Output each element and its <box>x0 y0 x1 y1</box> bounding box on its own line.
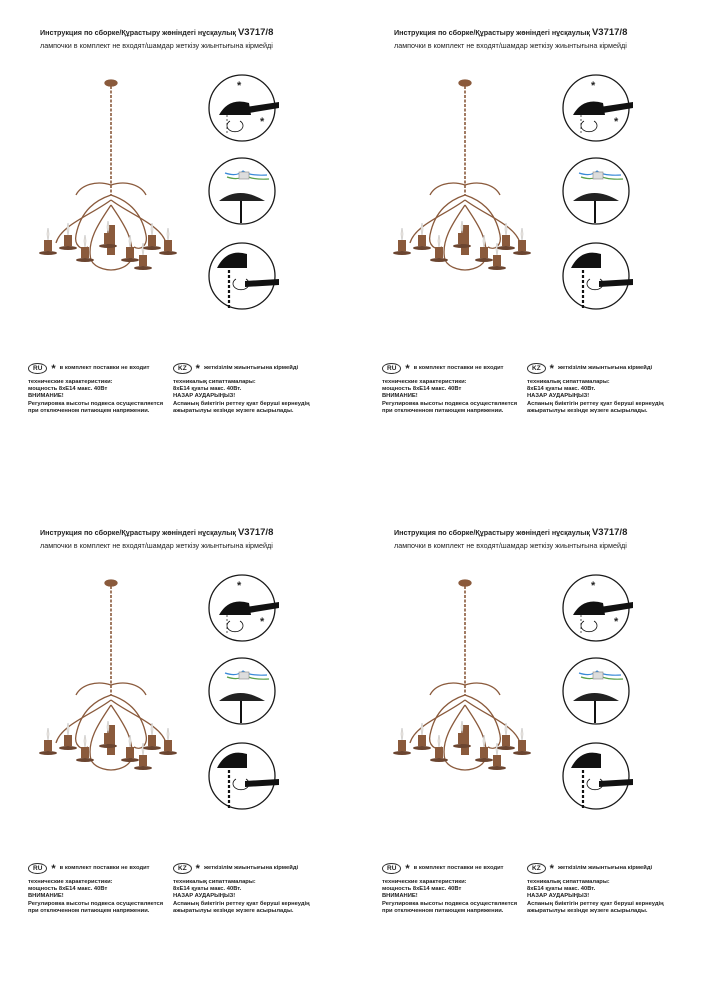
kz-line: 8хE14 қуаты макс. 40Вт. <box>527 886 596 893</box>
kz-badge: KZ <box>173 363 192 374</box>
star-marker: * <box>51 362 56 375</box>
model-number: V3717/8 <box>591 527 628 538</box>
title-text: Инструкция по сборке/Құрастыру жөніндегі нұсқаулық <box>394 28 590 37</box>
ru-line: при отключенном питающем напряжении. <box>382 407 504 414</box>
sheet-title <box>394 527 627 538</box>
ru-line: ВНИМАНИЕ! <box>382 893 418 900</box>
ru-notice: в комплект поставки не входит <box>59 864 150 871</box>
ru-badge: RU <box>28 363 47 374</box>
kz-line: Аспаның биіктігін реттеу қуат беруші кернеудің <box>173 400 310 407</box>
sheet-title <box>40 527 273 538</box>
kz-info-block <box>527 863 697 915</box>
kz-line: техникалық сипаттамалары: <box>527 879 610 885</box>
kz-line: 8хE14 қуаты макс. 40Вт. <box>173 886 242 893</box>
title-text: Инструкция по сборке/Құрастыру жөніндегі нұсқаулық <box>394 528 590 537</box>
instruction-sheet <box>0 0 353 500</box>
kz-info-block <box>173 863 343 915</box>
ru-line: мощность 8хE14 макс. 40Вт <box>382 386 462 393</box>
kz-line: 8хE14 қуаты макс. 40Вт. <box>527 386 596 393</box>
star-marker: * <box>260 616 265 628</box>
ru-line: ВНИМАНИЕ! <box>28 893 64 900</box>
kz-line: НАЗАР АУДАРЫҢЫЗ! <box>173 393 236 400</box>
star-marker: * <box>51 862 56 875</box>
kz-line: Аспаның биіктігін реттеу қуат беруші кернеудің <box>173 900 310 907</box>
chandelier-illustration <box>36 575 186 800</box>
sheet-title <box>40 27 273 38</box>
model-number: V3717/8 <box>237 527 274 538</box>
ru-line: технические характеристики: <box>382 379 467 385</box>
kz-line: техникалық сипаттамалары: <box>173 379 256 385</box>
ru-line: технические характеристики: <box>382 879 467 885</box>
star-marker: * <box>237 80 242 92</box>
ru-info-block <box>382 363 532 415</box>
ru-line: технические характеристики: <box>28 879 113 885</box>
kz-badge: KZ <box>173 863 192 874</box>
kz-line: техникалық сипаттамалары: <box>527 379 610 385</box>
title-text: Инструкция по сборке/Құрастыру жөніндегі нұсқаулық <box>40 28 236 37</box>
star-marker: * <box>405 362 410 375</box>
ru-notice: в комплект поставки не входит <box>413 864 504 871</box>
kz-line: ажыратылуы кезінде жүзеге асырылады. <box>173 407 294 414</box>
assembly-steps-illustration <box>559 73 634 323</box>
kz-line: НАЗАР АУДАРЫҢЫЗ! <box>173 893 236 900</box>
chandelier-illustration <box>36 75 186 300</box>
instruction-sheet <box>354 0 707 500</box>
ru-line: при отключенном питающем напряжении. <box>28 407 150 414</box>
kz-notice: жеткізілім жиынтығына кірмейді <box>557 364 653 371</box>
kz-badge: KZ <box>527 863 546 874</box>
ru-info-block <box>28 863 178 915</box>
kz-notice: жеткізілім жиынтығына кірмейді <box>203 864 299 871</box>
sheet-subtitle: лампочки в комплект не входят/шамдар жеткізу жиынтығына кірмейді <box>394 541 627 550</box>
ru-notice: в комплект поставки не входит <box>59 364 150 371</box>
sheet-subtitle: лампочки в комплект не входят/шамдар жеткізу жиынтығына кірмейді <box>40 41 273 50</box>
star-marker: * <box>614 116 619 128</box>
instruction-sheet <box>354 500 707 1000</box>
chandelier-illustration <box>390 75 540 300</box>
ru-line: мощность 8хE14 макс. 40Вт <box>382 886 462 893</box>
kz-line: ажыратылуы кезінде жүзеге асырылады. <box>527 407 648 414</box>
chandelier-illustration <box>390 575 540 800</box>
title-text: Инструкция по сборке/Құрастыру жөніндегі нұсқаулық <box>40 528 236 537</box>
ru-line: Регулировка высоты подвеса осуществляется <box>28 900 164 907</box>
ru-line: при отключенном питающем напряжении. <box>28 907 150 914</box>
star-marker: * <box>549 862 554 875</box>
sheet-subtitle: лампочки в комплект не входят/шамдар жеткізу жиынтығына кірмейді <box>40 541 273 550</box>
star-marker: * <box>614 616 619 628</box>
instruction-sheet <box>0 500 353 1000</box>
kz-line: техникалық сипаттамалары: <box>173 879 256 885</box>
ru-badge: RU <box>382 863 401 874</box>
kz-line: НАЗАР АУДАРЫҢЫЗ! <box>527 393 590 400</box>
assembly-steps-illustration <box>205 573 280 823</box>
assembly-steps-illustration <box>205 73 280 323</box>
model-number: V3717/8 <box>591 27 628 38</box>
kz-line: НАЗАР АУДАРЫҢЫЗ! <box>527 893 590 900</box>
kz-notice: жеткізілім жиынтығына кірмейді <box>203 364 299 371</box>
star-marker: * <box>405 862 410 875</box>
star-marker: * <box>549 362 554 375</box>
ru-line: Регулировка высоты подвеса осуществляется <box>382 400 518 407</box>
ru-line: мощность 8хE14 макс. 40Вт <box>28 886 108 893</box>
ru-info-block <box>382 863 532 915</box>
kz-line: Аспаның биіктігін реттеу қуат беруші кернеудің <box>527 400 664 407</box>
ru-info-block <box>28 363 178 415</box>
ru-notice: в комплект поставки не входит <box>413 364 504 371</box>
star-marker: * <box>260 116 265 128</box>
model-number: V3717/8 <box>237 27 274 38</box>
star-marker: * <box>591 580 596 592</box>
ru-line: ВНИМАНИЕ! <box>382 393 418 400</box>
star-marker: * <box>195 862 200 875</box>
kz-info-block <box>527 363 697 415</box>
ru-line: технические характеристики: <box>28 379 113 385</box>
ru-badge: RU <box>382 363 401 374</box>
ru-line: Регулировка высоты подвеса осуществляется <box>382 900 518 907</box>
ru-line: ВНИМАНИЕ! <box>28 393 64 400</box>
kz-line: ажыратылуы кезінде жүзеге асырылады. <box>173 907 294 914</box>
star-marker: * <box>591 80 596 92</box>
ru-line: мощность 8хE14 макс. 40Вт <box>28 386 108 393</box>
kz-notice: жеткізілім жиынтығына кірмейді <box>557 864 653 871</box>
kz-line: 8хE14 қуаты макс. 40Вт. <box>173 386 242 393</box>
star-marker: * <box>237 580 242 592</box>
ru-badge: RU <box>28 863 47 874</box>
kz-badge: KZ <box>527 363 546 374</box>
kz-line: Аспаның биіктігін реттеу қуат беруші кернеудің <box>527 900 664 907</box>
ru-line: Регулировка высоты подвеса осуществляется <box>28 400 164 407</box>
assembly-steps-illustration <box>559 573 634 823</box>
sheet-title <box>394 27 627 38</box>
kz-line: ажыратылуы кезінде жүзеге асырылады. <box>527 907 648 914</box>
kz-info-block <box>173 363 343 415</box>
sheet-subtitle: лампочки в комплект не входят/шамдар жеткізу жиынтығына кірмейді <box>394 41 627 50</box>
ru-line: при отключенном питающем напряжении. <box>382 907 504 914</box>
star-marker: * <box>195 362 200 375</box>
